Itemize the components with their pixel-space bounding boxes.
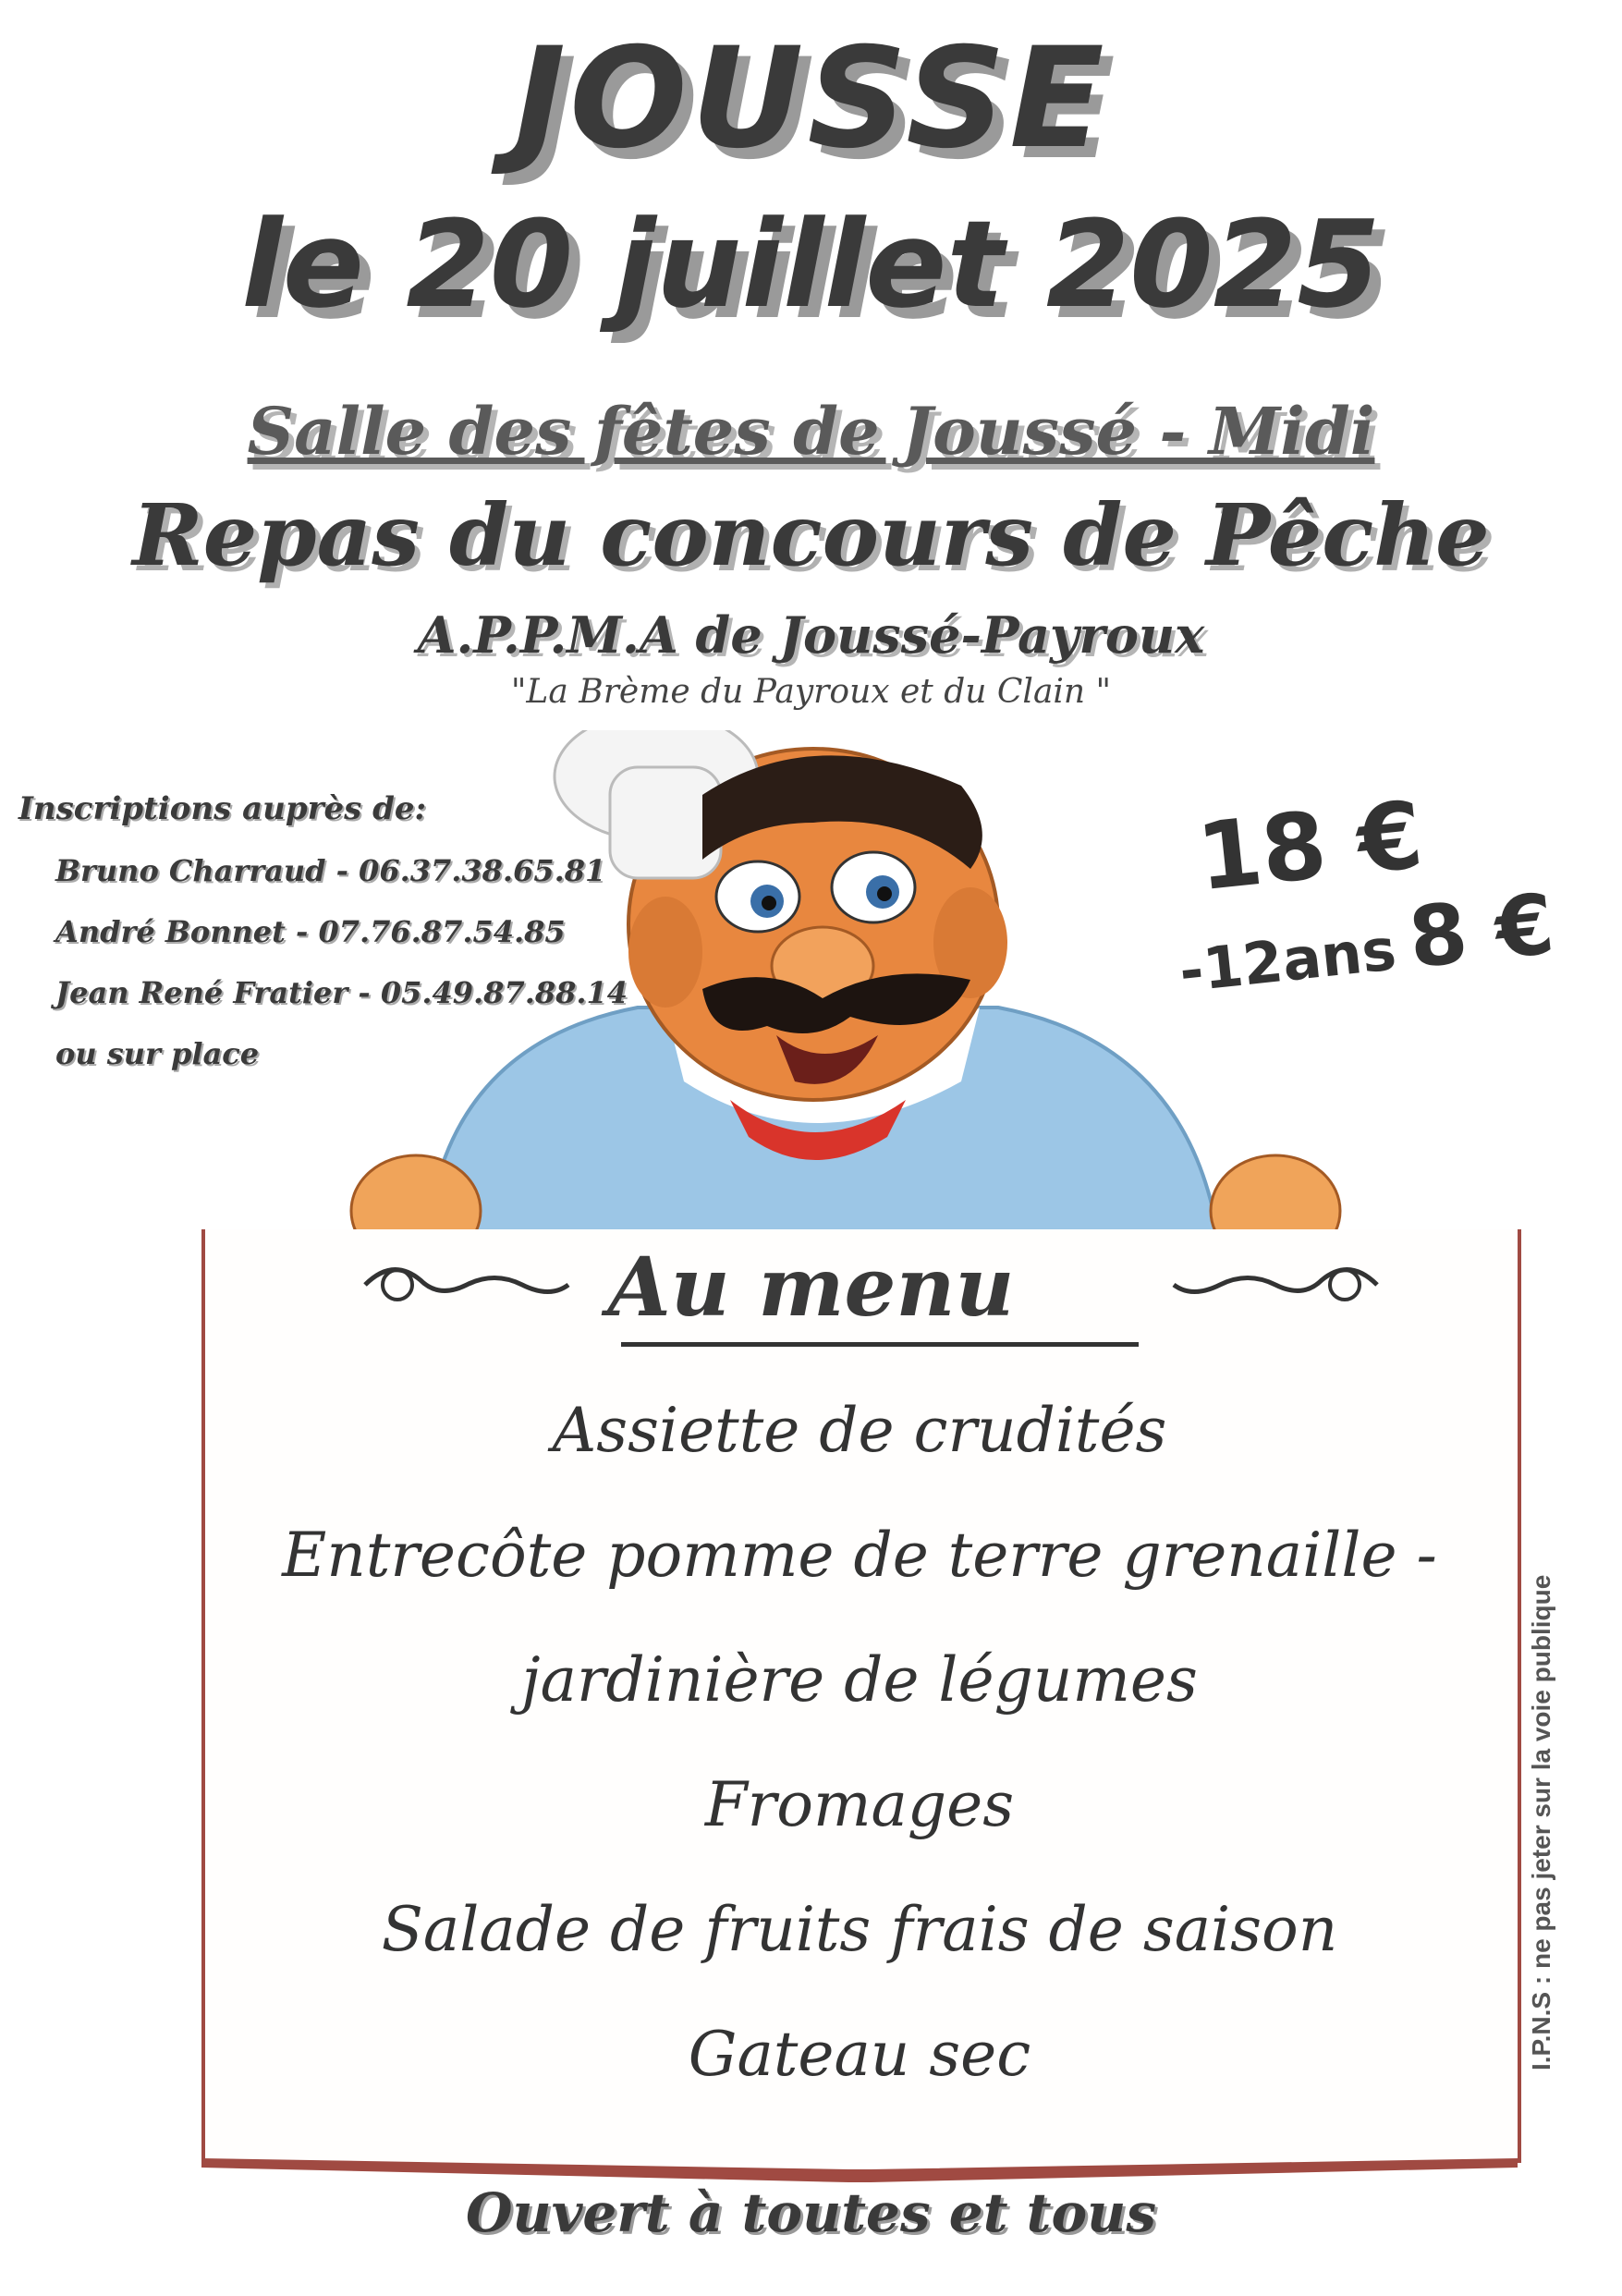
legal-notice: I.P.N.S : ne pas jeter sur la voie publique	[1527, 1574, 1555, 2070]
event-name: Repas du concours de Pêche	[132, 485, 1490, 585]
event-town-title: JOUSSE	[514, 18, 1108, 179]
contacts-heading: Inscriptions auprès de:	[18, 790, 427, 827]
event-date: le 20 juillet 2025	[241, 194, 1381, 335]
organizer: A.P.P.M.A de Joussé-Payroux	[417, 605, 1205, 665]
menu-item: Salade de fruits frais de saison	[381, 1894, 1338, 1965]
contact-line: Jean René Fratier - 05.49.87.88.14	[55, 975, 628, 1010]
price-child-label: -12ans	[1176, 915, 1399, 1006]
menu-item: Gateau sec	[688, 2019, 1031, 2090]
menu-title: Au menu	[607, 1239, 1015, 1335]
menu-item: Entrecôte pomme de terre grenaille -	[282, 1520, 1437, 1591]
contact-alt: ou sur place	[55, 1036, 260, 1071]
event-venue: Salle des fêtes de Joussé - Midi	[247, 393, 1375, 470]
menu-title-underline	[621, 1342, 1139, 1347]
price-adult: 18 €	[1192, 780, 1428, 912]
menu-list	[222, 1368, 1497, 2117]
price-child-amount: 8 €	[1404, 875, 1559, 988]
menu-item: Fromages	[704, 1769, 1015, 1840]
club-name: "La Brème du Payroux et du Clain "	[510, 673, 1112, 711]
menu-item: jardinière de légumes	[521, 1644, 1198, 1716]
menu-item: Assiette de crudités	[552, 1395, 1167, 1466]
footer-open-to-all: Ouvert à toutes et tous	[466, 2181, 1156, 2244]
contact-line: André Bonnet - 07.76.87.54.85	[55, 914, 566, 949]
contact-line: Bruno Charraud - 06.37.38.65.81	[55, 853, 606, 888]
